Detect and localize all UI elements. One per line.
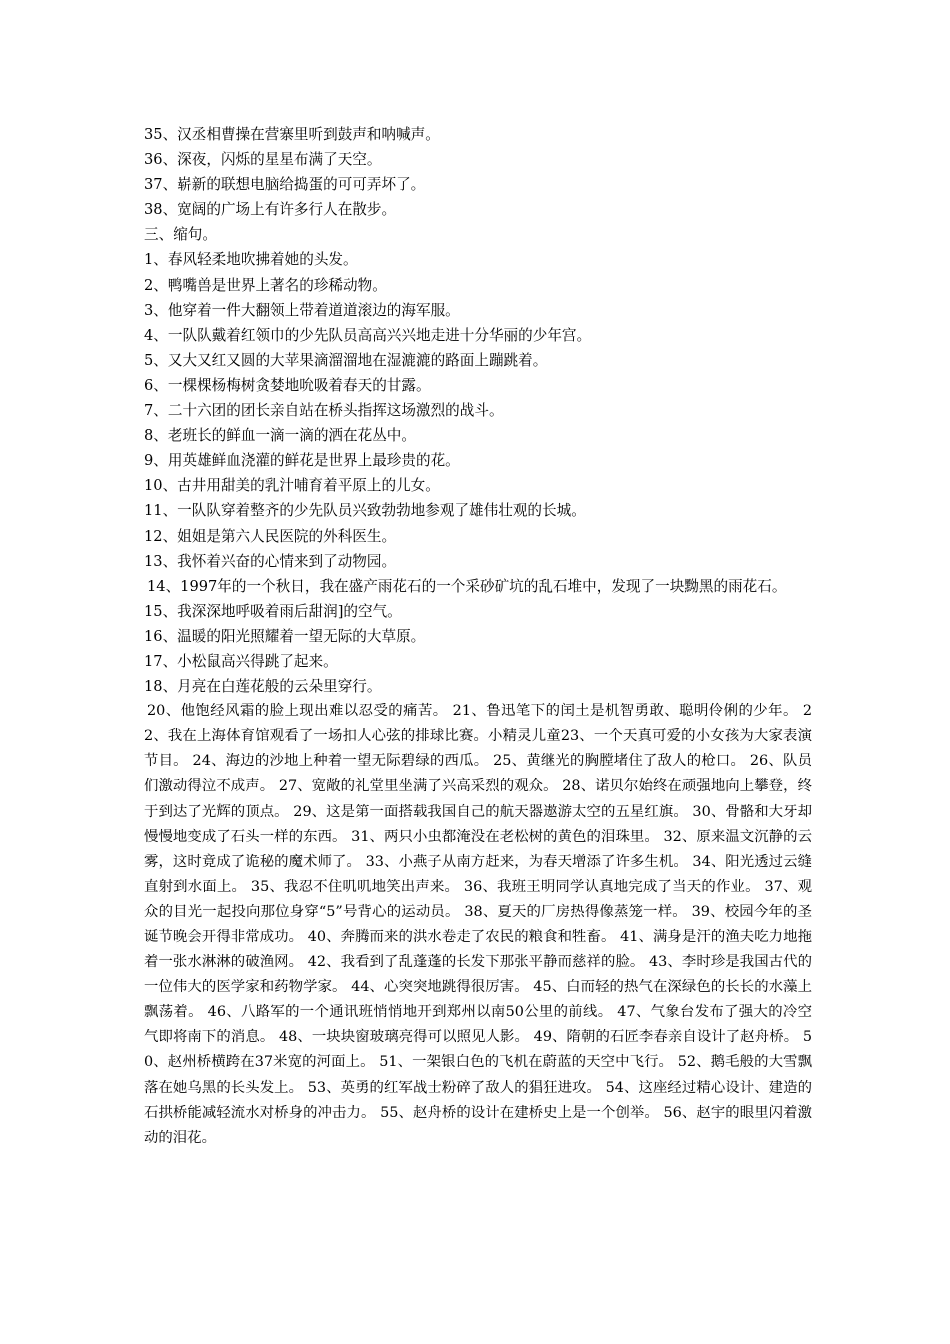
text-line: 7、二十六团的团长亲自站在桥头指挥这场激烈的战斗。 [144,402,504,420]
paragraph-final: 20、他饱经风霜的脸上现出难以忍受的痛苦。 21、鲁迅笔下的闰土是机智勇敢、聪明伶俐的少年。 22、我在上海体育馆观看了一场扣人心弦的排球比赛。小精灵儿童23、一个天真可爱的小女孩为大家表演节目。 24、海边的沙地上种着一望无际碧绿的西瓜。 25、黄继光的胸膛堵住了敌人的枪口。 26、队员们激动得泣不成声。 27、宽敞的礼堂里坐满了兴高采烈的观众。 28、诺贝尔始终在顽强地向上攀登，终于到达了光辉的顶点。 29、这是第一面搭载我国自己的航天器遨游太空的五星红旗。 30、骨骼和大牙却慢慢地变成了石头一样的东西。 31、两只小虫都淹没在老松树的黄色的泪珠里。 32、原来温文沉静的云雾，这时竟成了诡秘的魔术师了。 33、小燕子从南方赶来，为春天增添了许多生机。 34、阳光透过云缝直射到水面上。 35、我忍不住叽叽地笑出声来。 36、我班王明同学认真地完成了当天的作业。 37、观众的目光一起投向那位身穿“5”号背心的运动员。 38、夏天的厂房热得像蒸笼一样。 39、校园今年的圣诞节晚会开得非常成功。 40、奔腾而来的洪水卷走了农民的粮食和牲畜。 41、满身是汗的渔夫吃力地拖着一张水淋淋的破渔网。 42、我看到了乱蓬蓬的长发下那张平静而慈祥的脸。 43、李时珍是我国古代的一位伟大的医学家和药物学家。 44、心突突地跳得很厉害。 45、白而轻的热气在深绿色的长长的水藻上飘荡着。 46、八路军的一个通讯班悄悄地开到郑州以南50公里的前线。 47、气象台发布了强大的冷空气即将南下的消息。 48、一块块窗玻璃亮得可以照见人影。 49、隋朝的石匠李春亲自设计了赵舟桥。 50、赵州桥横跨在37米宽的河面上。 51、一架银白色的飞机在蔚蓝的天空中飞行。 52、鹅毛般的大雪飘落在她乌黑的长头发上。 53、英勇的红军战士粉碎了敌人的猖狂进攻。 54、这座经过精心设计、建造的石拱桥能减轻流水对桥身的冲击力。 55、赵舟桥的设计在建桥史上是一个创举。 56、赵宇的眼里闪着激动的泪花。 [144,703,812,1146]
text-line: 5、又大又红又圆的大苹果滴溜溜地在湿漉漉的路面上蹦跳着。 [144,351,548,369]
text-line: 4、一队队戴着红领巾的少先队员高高兴兴地走进十分华丽的少年宫。 [144,326,592,344]
text-line: 11、一队队穿着整齐的少先队员兴致勃勃地参观了雄伟壮观的长城。 [144,502,586,520]
paragraph-14: 14、1997年的一个秋日，我在盛产雨花石的一个采砂矿坑的乱石堆中，发现了一块黝黑的雨花石。 [147,577,787,595]
text-line: 3、他穿着一件大翻领上带着道道滚边的海军服。 [144,301,460,319]
text-line: 8、老班长的鲜血一滴一滴的洒在花丛中。 [144,427,416,445]
text-line: 13、我怀着兴奋的心情来到了动物园。 [144,552,397,570]
text-line: 37、崭新的联想电脑给捣蛋的可可弄坏了。 [144,176,426,194]
text-line: 17、小松鼠高兴得跳了起来。 [144,652,338,670]
section-heading: 三、缩句。 [144,226,217,244]
text-line: 2、鸭嘴兽是世界上著名的珍稀动物。 [144,276,387,294]
text-line: 9、用英雄鲜血浇灌的鲜花是世界上最珍贵的花。 [144,452,460,470]
text-line: 12、姐姐是第六人民医院的外科医生。 [144,527,397,545]
text-line: 38、宽阔的广场上有许多行人在散步。 [144,201,397,219]
document-page [144,122,812,1151]
text-line: 1、春风轻柔地吹拂着她的头发。 [144,251,358,269]
text-line: 18、月亮在白莲花般的云朵里穿行。 [144,678,382,696]
text-line: 36、深夜，闪烁的星星布满了天空。 [144,151,382,169]
text-line: 10、古井用甜美的乳汁哺育着平原上的儿女。 [144,477,440,495]
text-line: 35、汉丞相曹操在营寨里听到鼓声和呐喊声。 [144,126,440,143]
text-line: 15、我深深地呼吸着雨后甜润]的空气。 [144,602,402,620]
text-line: 16、温暖的阳光照耀着一望无际的大草原。 [144,627,426,645]
text-line: 6、一棵棵杨梅树贪婪地吮吸着春天的甘露。 [144,376,431,394]
